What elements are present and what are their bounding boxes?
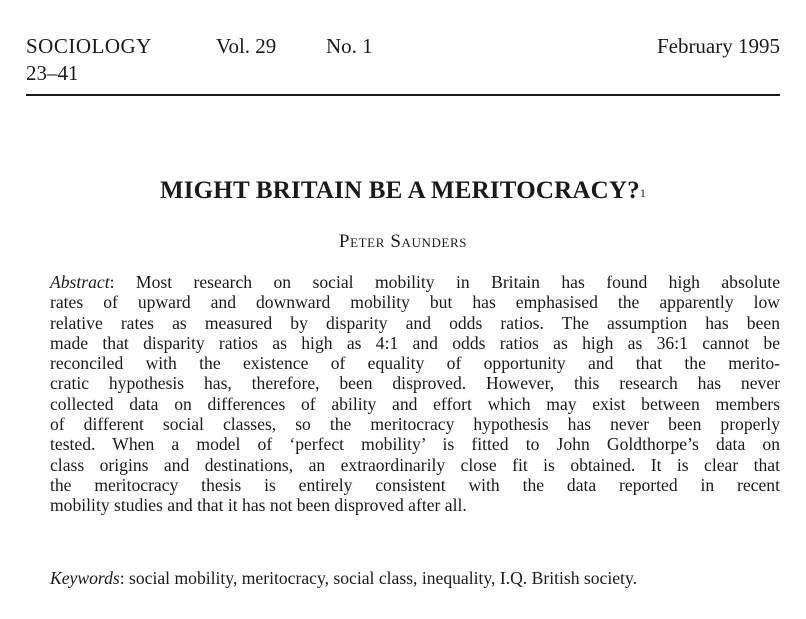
- keywords-block: [50, 567, 780, 589]
- abstract-line: rates of upward and downward mobility but has emphasised the apparently low: [50, 292, 780, 313]
- abstract-line: of different social classes, so the meritocracy hypothesis has never been properly: [50, 414, 780, 435]
- keywords-text: social mobility, meritocracy, social class, inequality, I.Q. British society.: [124, 568, 637, 588]
- abstract-line-text: Most research on social mobility in Britain has found high absolute: [114, 272, 780, 292]
- abstract-line: made that disparity ratios as high as 4:1 and odds ratios as high as 36:1 cannot be: [50, 332, 780, 353]
- abstract-block: [50, 272, 780, 516]
- abstract-line: the meritocracy thesis is entirely consistent with the data reported in recent: [50, 474, 780, 495]
- keywords-label: Keywords: [50, 568, 120, 588]
- abstract-line: [50, 272, 780, 292]
- abstract-line: cratic hypothesis has, therefore, been disproved. However, this research has never: [50, 373, 780, 394]
- journal-issue: No. 1: [326, 34, 373, 58]
- abstract-line: collected data on differences of ability and effort which may exist between members: [50, 393, 780, 414]
- publication-date: February 1995: [656, 34, 780, 58]
- article-author: Peter Saunders: [338, 231, 468, 252]
- abstract-line: class origins and destinations, an extraordinarily close fit is obtained. It is clear that: [50, 454, 780, 475]
- article-title-text: MIGHT BRITAIN BE A MERITOCRACY?: [159, 177, 640, 204]
- page-range: 23–41: [26, 61, 79, 85]
- abstract-line: reconciled with the existence of equality of opportunity and that the merito-: [50, 353, 780, 374]
- article-title: [0, 176, 806, 206]
- keywords-label-separator: :: [119, 568, 125, 588]
- abstract-line: relative rates as measured by disparity and odds ratios. The assumption has been: [50, 312, 780, 333]
- abstract-label: Abstract: [50, 272, 110, 292]
- abstract-label-separator: :: [109, 272, 115, 292]
- journal-name: SOCIOLOGY: [26, 34, 152, 58]
- journal-header: [26, 33, 780, 59]
- abstract-line: mobility studies and that it has not been disproved after all.: [50, 495, 467, 516]
- header-divider: [26, 94, 780, 96]
- title-footnote-marker: 1: [639, 186, 647, 200]
- journal-volume: Vol. 29: [216, 34, 277, 58]
- abstract-line: tested. When a model of ‘perfect mobility’ is fitted to John Goldthorpe’s data on: [50, 434, 780, 455]
